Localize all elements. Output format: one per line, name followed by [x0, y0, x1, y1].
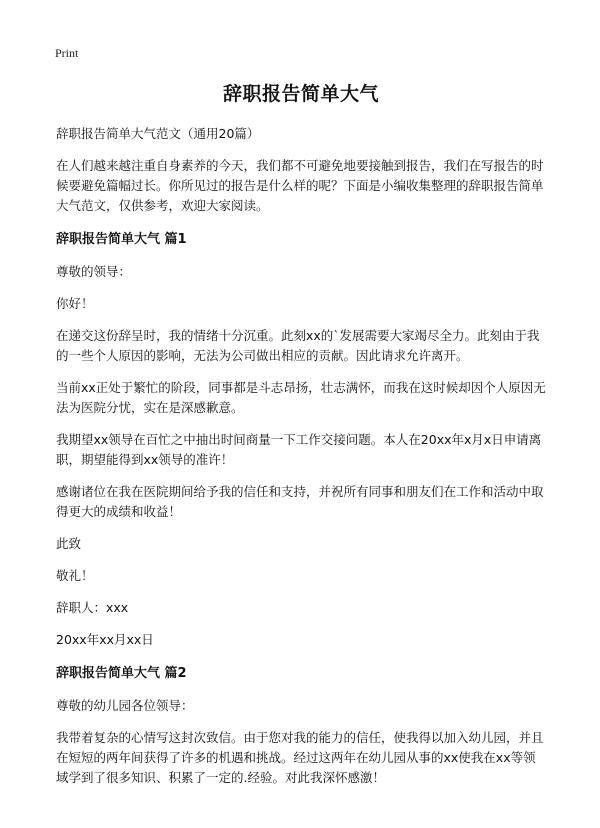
- body-paragraph: 当前xx正处于繁忙的阶段，同事都是斗志昂扬，壮志满怀，而我在这时候却因个人原因无法为医院分忧，实在是深感歉意。: [56, 380, 546, 415]
- signature-line: 辞职人：xxx: [56, 600, 129, 615]
- document-title: 辞职报告简单大气: [222, 83, 379, 105]
- date-line: 20xx年xx月xx日: [56, 632, 154, 647]
- closing-line: 此致: [56, 536, 82, 551]
- salutation: 尊敬的领导：: [56, 264, 132, 279]
- body-paragraph: 感谢诸位在我在医院期间给予我的信任和支持，并祝所有同事和朋友们在工作和活动中取得更大的成绩和收益！: [56, 484, 544, 519]
- document-body: [56, 80, 546, 788]
- section-heading: 辞职报告简单大气 篇1: [56, 232, 187, 247]
- body-paragraph: 我带着复杂的心情写这封次致信。由于您对我的能力的信任，使我得以加入幼儿园，并且在短短的两年间获得了许多的机遇和挑战。经过这两年在幼儿园从事的xx使我在xx等领域学到了很多知识、积累了一定的.经验。对此我深怀感激！: [56, 730, 544, 785]
- document-subtitle: 辞职报告简单大气范文（通用20篇）: [56, 126, 260, 141]
- section-heading: 辞职报告简单大气 篇2: [56, 666, 187, 681]
- body-paragraph: 在递交这份辞呈时，我的情绪十分沉重。此刻xx的`发展需要大家竭尽全力。此刻由于我的一些个人原因的影响，无法为公司做出相应的贡献。因此请求允许离开。: [56, 328, 540, 363]
- greeting: 你好！: [56, 296, 94, 311]
- print-link[interactable]: Print: [55, 46, 79, 60]
- intro-paragraph: 在人们越来越注重自身素养的今天，我们都不可避免地要接触到报告，我们在写报告的时候要避免篇幅过长。你所见过的报告是什么样的呢？下面是小编收集整理的辞职报告简单大气范文，仅供参考，欢迎大家阅读。: [56, 158, 544, 213]
- closing-salute: 敬礼！: [56, 568, 94, 583]
- salutation: 尊敬的幼儿园各位领导：: [56, 698, 194, 713]
- body-paragraph: 我期望xx领导在百忙之中抽出时间商量一下工作交接问题。本人在20xx年x月x日申请离职，期望能得到xx领导的准许！: [56, 432, 542, 467]
